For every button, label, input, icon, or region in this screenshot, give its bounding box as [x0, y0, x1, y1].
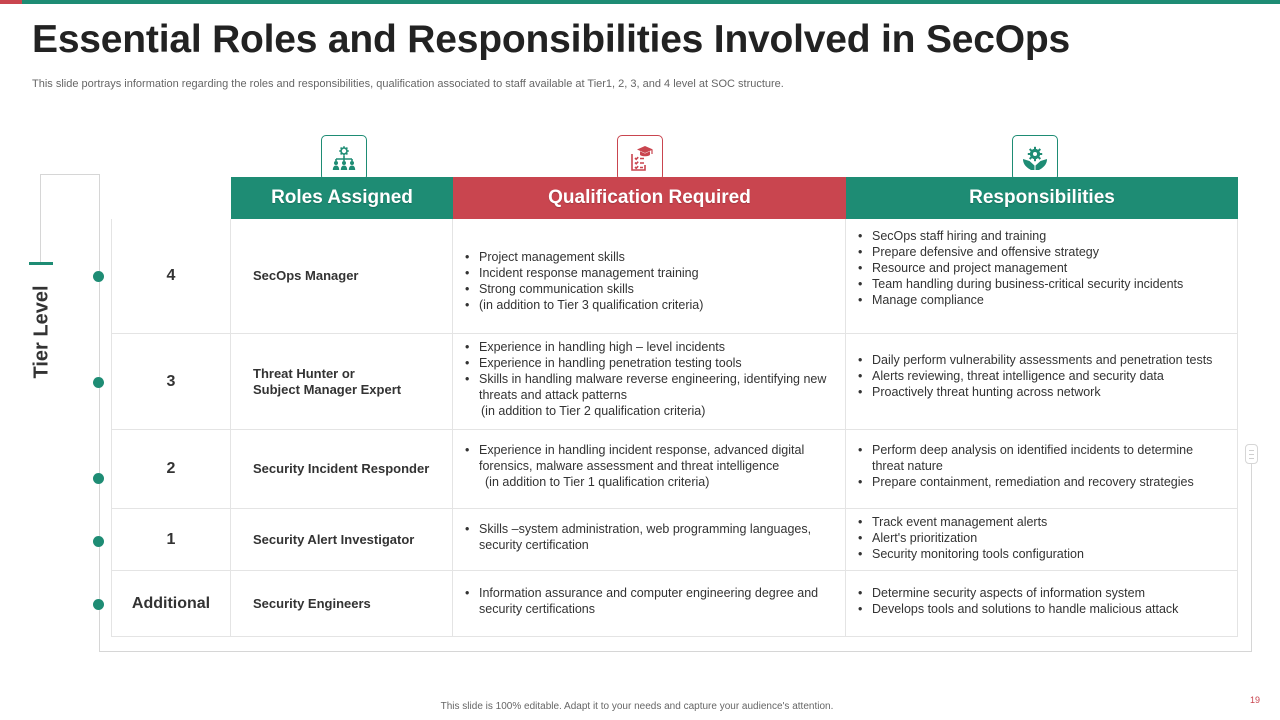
list-item: • (in addition to Tier 3 qualification criteria) — [463, 297, 835, 313]
tier-dot-2 — [93, 473, 104, 484]
frame-top-stub — [40, 174, 100, 175]
tier-number: Additional — [111, 571, 231, 636]
role-name: Security Engineers — [231, 571, 453, 636]
list-item: • SecOps staff hiring and training — [856, 228, 1227, 244]
header-responsibilities: Responsibilities — [846, 177, 1238, 219]
qualification-cell — [453, 509, 846, 570]
qualification-cell — [453, 430, 846, 508]
list-item: • Proactively threat hunting across network — [856, 384, 1227, 400]
org-structure-gear-icon — [321, 135, 367, 181]
list-item: • Team handling during business-critical security incidents — [856, 276, 1227, 292]
qualification-note: (in addition to Tier 1 qualification criteria) — [485, 475, 710, 489]
list-item: • Skills –system administration, web programming languages, security certification — [463, 521, 835, 553]
qualification-note: (in addition to Tier 2 qualification criteria) — [481, 403, 706, 418]
list-item: • Alerts reviewing, threat intelligence and security data — [856, 368, 1227, 384]
page-number: 19 — [1249, 695, 1260, 705]
tier-level-label: Tier Level — [30, 285, 53, 379]
roles-table — [111, 219, 1238, 637]
list-item: • Strong communication skills — [463, 281, 835, 297]
responsibility-cell — [846, 571, 1238, 636]
role-name: Security Alert Investigator — [231, 509, 453, 570]
slide-subtitle: This slide portrays information regarding the roles and responsibilities, qualification associated to staff available at Tier1, 2, 3, and 4 level at SOC structure. — [32, 78, 784, 90]
responsibility-cell — [846, 219, 1238, 333]
slide-footer: This slide is 100% editable. Adapt it to your needs and capture your audience's attention. — [440, 701, 834, 712]
responsibility-cell — [846, 430, 1238, 508]
graduation-checklist-icon — [617, 135, 663, 181]
list-item: • Experience in handling penetration testing tools — [463, 355, 835, 371]
list-item: • Incident response management training — [463, 265, 835, 281]
tier-dot-3 — [93, 377, 104, 388]
list-item: • Skills in handling malware reverse engineering, identifying new threats and attack patterns — [463, 371, 835, 403]
hands-gear-icon — [1012, 135, 1058, 181]
top-accent-bar — [0, 0, 1280, 4]
list-item: • Experience in handling incident response, advanced digital forensics, malware assessment and threat intelligence — [463, 442, 835, 474]
top-accent-bar-red — [0, 0, 22, 4]
tier-number: 4 — [111, 219, 231, 333]
responsibility-cell — [846, 334, 1238, 429]
list-item: • Information assurance and computer engineering degree and security certifications — [463, 585, 835, 617]
responsibility-cell — [846, 509, 1238, 570]
list-item: • Prepare defensive and offensive strategy — [856, 244, 1227, 260]
list-item: • Resource and project management — [856, 260, 1227, 276]
tier-dot-1 — [93, 536, 104, 547]
table-row — [111, 571, 1238, 637]
frame-left-stub — [40, 174, 41, 264]
list-item: • Prepare containment, remediation and recovery strategies — [856, 474, 1227, 490]
list-item: • Manage compliance — [856, 292, 1227, 308]
list-item: • Experience in handling high – level incidents — [463, 339, 835, 355]
tier-number: 2 — [111, 430, 231, 508]
role-name: Security Incident Responder — [231, 430, 453, 508]
list-item: • Daily perform vulnerability assessments and penetration tests — [856, 352, 1227, 368]
list-item: • Alert's prioritization — [856, 530, 1227, 546]
list-item: • Determine security aspects of information system — [856, 585, 1227, 601]
qualification-cell — [453, 571, 846, 636]
frame-handle-icon — [1245, 444, 1258, 464]
header-qualification-required: Qualification Required — [453, 177, 846, 219]
tier-level-marker — [29, 262, 53, 265]
table-row — [111, 430, 1238, 509]
table-row — [111, 219, 1238, 334]
list-item: • Develops tools and solutions to handle malicious attack — [856, 601, 1227, 617]
table-row — [111, 509, 1238, 571]
table-row — [111, 334, 1238, 430]
frame-right-line — [1251, 462, 1252, 652]
qualification-cell — [453, 334, 846, 429]
role-name: SecOps Manager — [231, 219, 453, 333]
tier-dot-4 — [93, 271, 104, 282]
header-roles-assigned: Roles Assigned — [231, 177, 453, 219]
list-item: • Perform deep analysis on identified incidents to determine threat nature — [856, 442, 1227, 474]
tier-dot-additional — [93, 599, 104, 610]
list-item: • Project management skills — [463, 249, 835, 265]
tier-number: 3 — [111, 334, 231, 429]
slide-title: Essential Roles and Responsibilities Involved in SecOps — [32, 18, 1070, 61]
list-item: • Security monitoring tools configuration — [856, 546, 1227, 562]
qualification-cell — [453, 219, 846, 333]
role-name: Threat Hunter or Subject Manager Expert — [231, 334, 453, 429]
tier-number: 1 — [111, 509, 231, 570]
list-item: • Track event management alerts — [856, 514, 1227, 530]
